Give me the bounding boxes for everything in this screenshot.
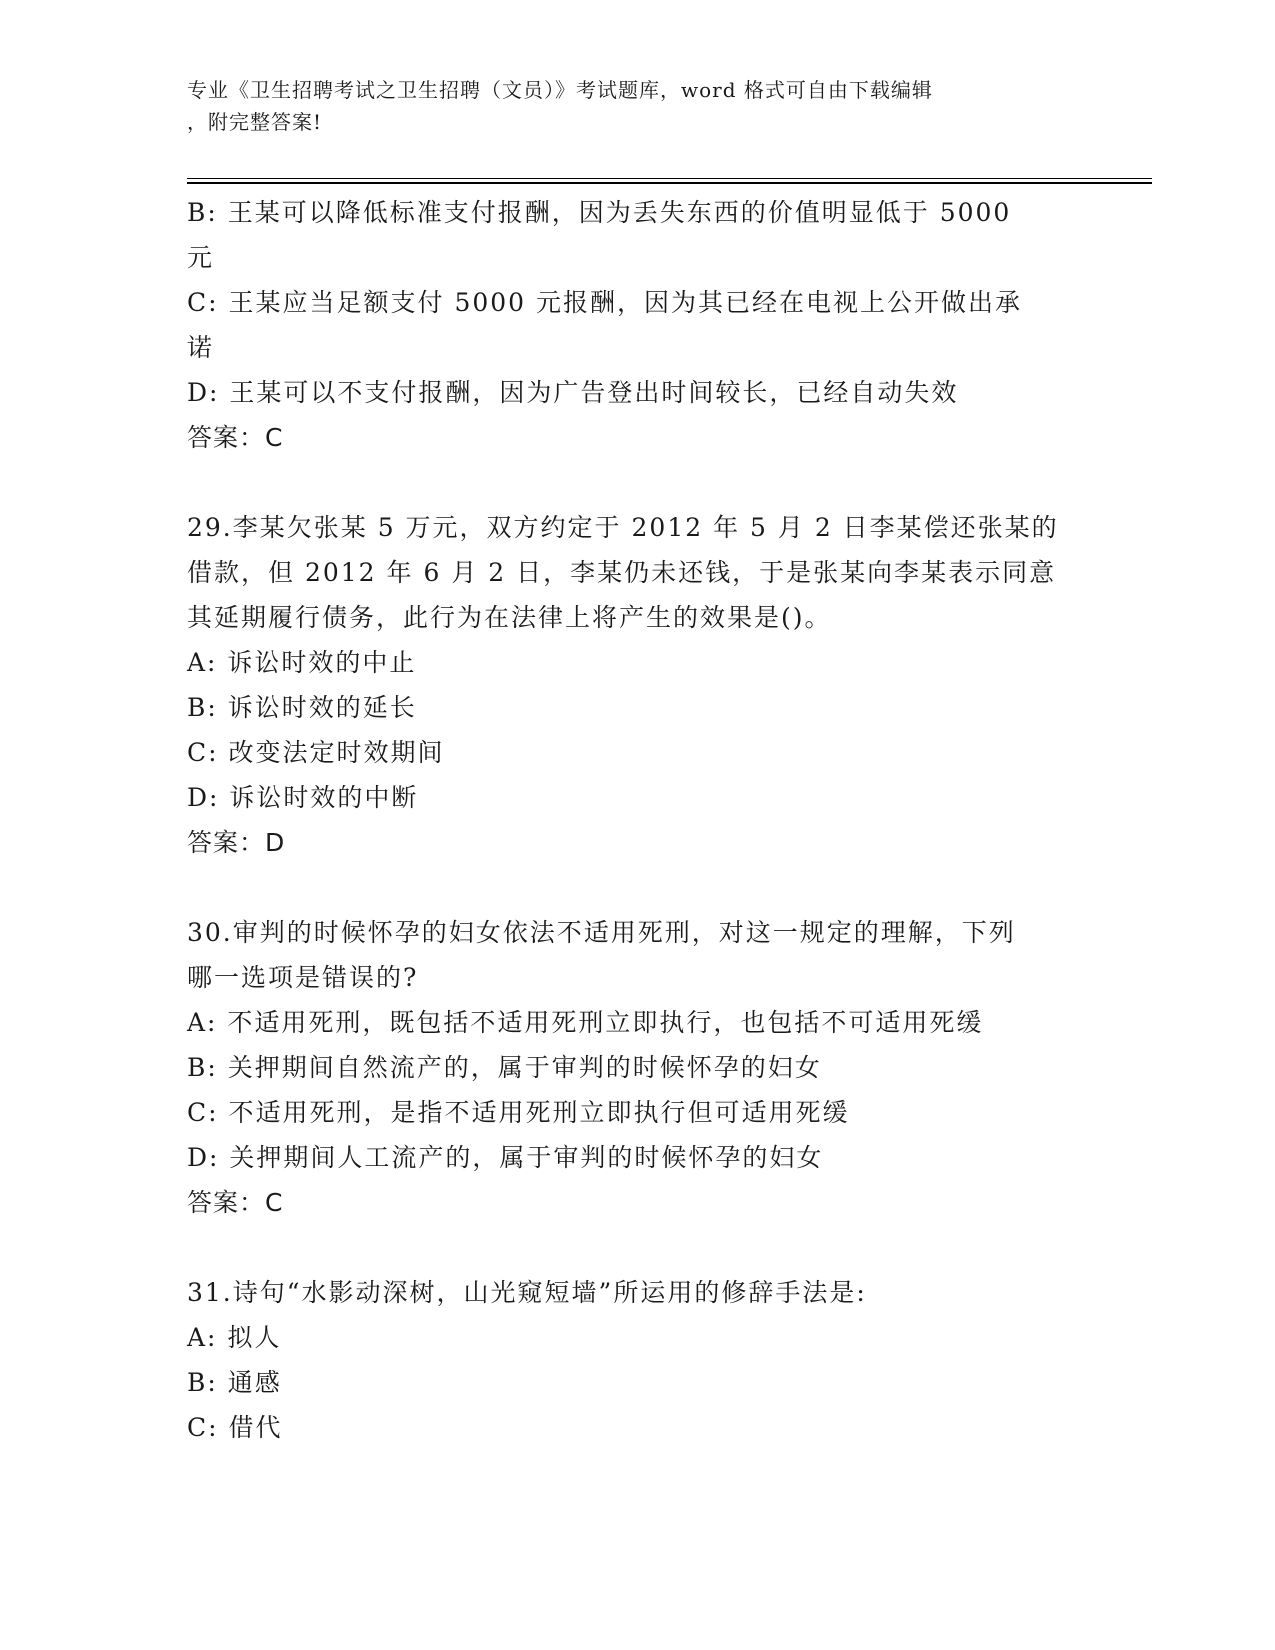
option-b: B: 通感 — [187, 1368, 282, 1397]
question-text-line-1: 31.诗句“水影动深树，山光窥短墙”所运用的修辞手法是: — [187, 1278, 867, 1307]
option-a: A: 拟人 — [187, 1323, 282, 1352]
header-line-1: 专业《卫生招聘考试之卫生招聘（文员）》考试题库，word 格式可自由下载编辑 — [187, 78, 933, 102]
option-b: B: 诉讼时效的延长 — [187, 693, 417, 722]
question-30 — [187, 910, 1082, 1225]
option-c-line-2: 诺 — [187, 333, 215, 362]
question-text-line-1: 29.李某欠张某 5 万元，双方约定于 2012 年 5 月 2 日李某偿还张某的 — [187, 513, 1059, 542]
question-text-line-3: 其延期履行债务，此行为在法律上将产生的效果是()。 — [187, 603, 832, 632]
option-c: C: 不适用死刑，是指不适用死刑立即执行但可适用死缓 — [187, 1098, 850, 1127]
option-b-line-1: B: 王某可以降低标准支付报酬，因为丢失东西的价值明显低于 5000 — [187, 198, 1012, 227]
header-rule-bottom — [187, 182, 1152, 184]
option-c-line-1: C: 王某应当足额支付 5000 元报酬，因为其已经在电视上公开做出承 — [187, 288, 1023, 317]
option-d: D: 诉讼时效的中断 — [187, 783, 419, 812]
option-a: A: 不适用死刑，既包括不适用死刑立即执行，也包括不可适用死缓 — [187, 1008, 984, 1037]
question-29 — [187, 505, 1082, 865]
option-a: A: 诉讼时效的中止 — [187, 648, 417, 677]
header-line-2: ，附完整答案! — [187, 110, 323, 134]
option-c: C: 借代 — [187, 1413, 283, 1442]
question-text-line-2: 哪一选项是错误的? — [187, 963, 419, 992]
question-text-line-1: 30.审判的时候怀孕的妇女依法不适用死刑，对这一规定的理解，下列 — [187, 918, 1016, 947]
answer: 答案：C — [187, 1188, 284, 1217]
header-rule-top — [187, 178, 1152, 179]
option-d: D: 关押期间人工流产的，属于审判的时候怀孕的妇女 — [187, 1143, 824, 1172]
document-header — [187, 74, 1087, 138]
answer: 答案：D — [187, 828, 286, 857]
document-body — [187, 190, 1082, 1450]
question-31 — [187, 1270, 1082, 1450]
option-b-line-2: 元 — [187, 243, 215, 272]
option-c: C: 改变法定时效期间 — [187, 738, 445, 767]
question-text-line-2: 借款，但 2012 年 6 月 2 日，李某仍未还钱，于是张某向李某表示同意 — [187, 558, 1057, 587]
option-b: B: 关押期间自然流产的，属于审判的时候怀孕的妇女 — [187, 1053, 822, 1082]
question-28-continued — [187, 190, 1082, 460]
option-d: D: 王某可以不支付报酬，因为广告登出时间较长，已经自动失效 — [187, 378, 959, 407]
answer: 答案：C — [187, 423, 284, 452]
